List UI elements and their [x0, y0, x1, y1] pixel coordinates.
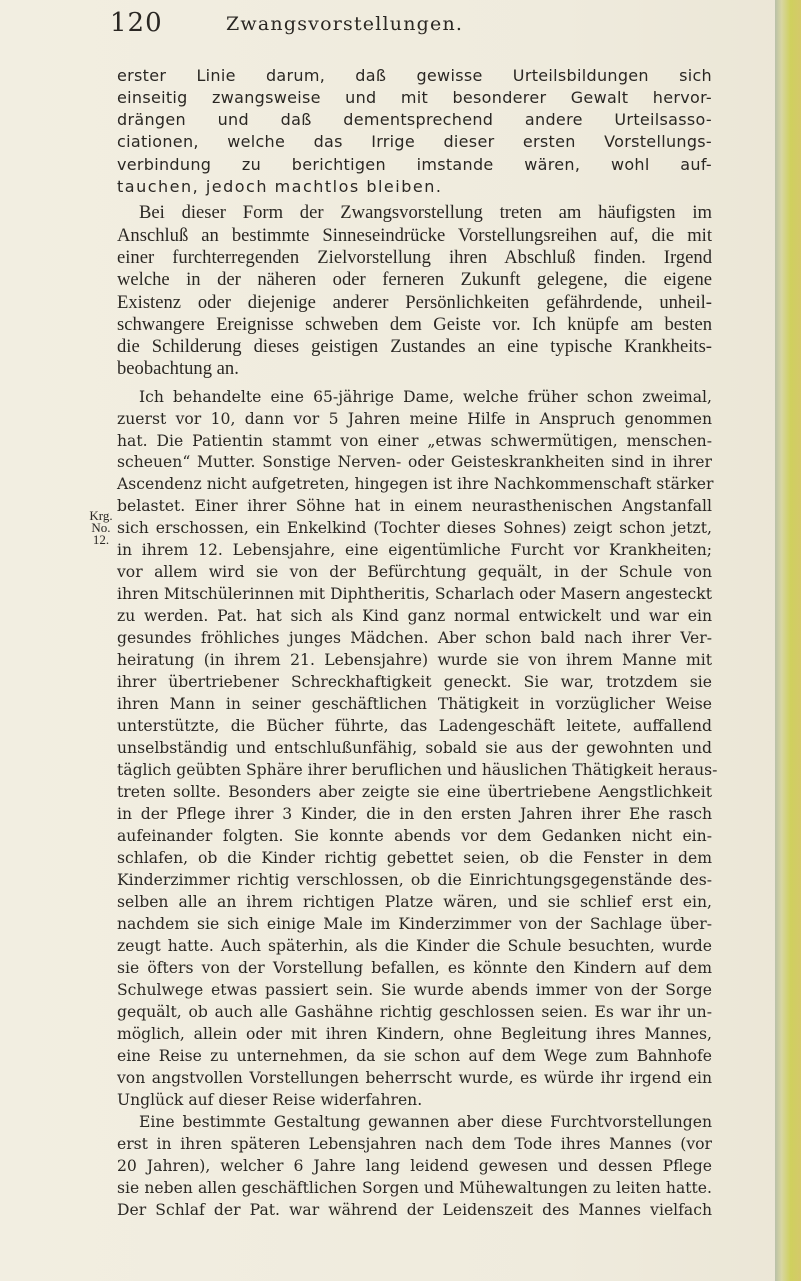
- text-line: Ascendenz nicht aufgetreten, hingegen ist ihre Nachkommenschaft stärker: [117, 475, 714, 493]
- text-line: drängen und daß dementsprechend andere Urteilsasso-: [117, 110, 712, 129]
- text-line: nachdem sie sich einige Male im Kinderzimmer von der Sachlage über-: [117, 915, 712, 933]
- text-line: eine Reise zu unternehmen, da sie schon auf dem Wege zum Bahnhofe: [117, 1047, 712, 1065]
- text-line: Eine bestimmte Gestaltung gewannen aber diese Furchtvorstellungen: [139, 1113, 712, 1131]
- running-title: Zwangsvorstellungen.: [226, 13, 464, 35]
- text-line: zuerst vor 10, dann vor 5 Jahren meine Hilfe in Anspruch genommen: [117, 410, 712, 428]
- text-line: treten sollte. Besonders aber zeigte sie eine übertriebene Aengstlichkeit: [117, 783, 712, 801]
- text-line: selben alle an ihrem richtigen Platze wären, und sie schlief erst ein,: [117, 893, 712, 911]
- text-line: gequält, ob auch alle Gashähne richtig geschlossen seien. Es war ihr un-: [117, 1003, 712, 1021]
- text-line: beobachtung an.: [117, 358, 239, 379]
- text-line: heiratung (in ihrem 21. Lebensjahre) wurde sie von ihrem Manne mit: [117, 651, 712, 669]
- text-line: schwangere Ereignisse schweben dem Geiste vor. Ich knüpfe am besten: [117, 314, 712, 335]
- text-line: hat. Die Patientin stammt von einer „etwas schwermütigen, menschen-: [117, 432, 712, 450]
- text-line: Kinderzimmer richtig verschlossen, ob die Einrichtungsgegenstände des-: [117, 871, 712, 889]
- text-line: von angstvollen Vorstellungen beherrscht wurde, es würde ihr irgend ein: [117, 1069, 712, 1087]
- page-number: 120: [110, 8, 163, 38]
- text-line: 20 Jahren), welcher 6 Jahre lang leidend gewesen und dessen Pflege: [117, 1157, 712, 1175]
- margin-case-reference-line: No. 12.: [91, 520, 111, 547]
- text-line: vor allem wird sie von der Befürchtung gequält, in der Schule von: [117, 563, 712, 581]
- text-line: tauchen, jedoch machtlos bleiben.: [117, 177, 443, 196]
- text-line: ihren Mann in seiner geschäftlichen Thätigkeit in vorzüglicher Weise: [117, 695, 712, 713]
- text-line: welche in der näheren oder ferneren Zukunft gelegene, die eigene: [117, 269, 712, 290]
- text-line: Ich behandelte eine 65-jährige Dame, welche früher schon zweimal,: [139, 388, 712, 406]
- text-line: möglich, allein oder mit ihren Kindern, ohne Begleitung ihres Mannes,: [117, 1025, 712, 1043]
- text-line: Schulwege etwas passiert sein. Sie wurde abends immer von der Sorge: [117, 981, 712, 999]
- text-line: in ihrem 12. Lebensjahre, eine eigentümliche Furcht vor Krankheiten;: [117, 541, 712, 559]
- text-line: verbindung zu berichtigen imstande wären, wohl auf-: [117, 155, 712, 174]
- page-binding-edge: [775, 0, 801, 1281]
- text-line: Anschluß an bestimmte Sinneseindrücke Vorstellungsreihen auf, die mit: [117, 225, 712, 246]
- text-line: gesundes fröhliches junges Mädchen. Aber schon bald nach ihrer Ver-: [117, 629, 712, 647]
- text-line: einseitig zwangsweise und mit besonderer Gewalt hervor-: [117, 88, 712, 107]
- text-line: Der Schlaf der Pat. war während der Leidenszeit des Mannes vielfach: [117, 1201, 712, 1219]
- text-line: die Schilderung dieses geistigen Zustandes an eine typische Krankheits-: [117, 336, 712, 357]
- text-line: belastet. Einer ihrer Söhne hat in einem neurasthenischen Angstanfall: [117, 497, 712, 515]
- text-line: Unglück auf dieser Reise widerfahren.: [117, 1091, 423, 1109]
- text-line: Existenz oder diejenige anderer Persönlichkeiten gefährdende, unheil-: [117, 292, 712, 313]
- text-line: unterstützte, die Bücher führte, das Ladengeschäft leitete, auffallend: [117, 717, 712, 735]
- text-line: einer furchterregenden Zielvorstellung ihren Abschluß finden. Irgend: [117, 247, 712, 268]
- text-line: täglich geübten Sphäre ihrer beruflichen und häuslichen Thätigkeit heraus-: [117, 761, 718, 779]
- text-line: erster Linie darum, daß gewisse Urteilsbildungen sich: [117, 66, 712, 85]
- text-line: in der Pflege ihrer 3 Kinder, die in den ersten Jahren ihrer Ehe rasch: [117, 805, 712, 823]
- text-line: erst in ihren späteren Lebensjahren nach dem Tode ihres Mannes (vor: [117, 1135, 712, 1153]
- text-line: scheuen“ Mutter. Sonstige Nerven- oder Geisteskrankheiten sind in ihrer: [117, 453, 712, 471]
- text-line: sich erschossen, ein Enkelkind (Tochter dieses Sohnes) zeigt schon jetzt,: [117, 519, 712, 537]
- text-line: sie öfters von der Vorstellung befallen, es könnte den Kindern auf dem: [117, 959, 712, 977]
- text-line: ciationen, welche das Irrige dieser ersten Vorstellungs-: [117, 132, 712, 151]
- text-line: Bei dieser Form der Zwangsvorstellung treten am häufigsten im: [139, 202, 712, 223]
- text-line: ihren Mitschülerinnen mit Diphtheritis, Scharlach oder Masern angesteckt: [117, 585, 712, 603]
- text-line: aufeinander folgten. Sie konnte abends vor dem Gedanken nicht ein-: [117, 827, 712, 845]
- text-line: zu werden. Pat. hat sich als Kind ganz normal entwickelt und war ein: [117, 607, 712, 625]
- margin-case-reference: [83, 510, 119, 546]
- text-line: ihrer übertriebener Schreckhaftigkeit geneckt. Sie war, trotzdem sie: [117, 673, 712, 691]
- text-line: unselbständig und entschlußunfähig, sobald sie aus der gewohnten und: [117, 739, 712, 757]
- text-line: sie neben allen geschäftlichen Sorgen und Mühewaltungen zu leiten hatte.: [117, 1179, 712, 1197]
- margin-case-reference-line: Krg.: [89, 508, 113, 523]
- page-header: [0, 8, 801, 38]
- text-line: zeugt hatte. Auch späterhin, als die Kinder die Schule besuchten, wurde: [117, 937, 712, 955]
- text-line: schlafen, ob die Kinder richtig gebettet seien, ob die Fenster in dem: [117, 849, 712, 867]
